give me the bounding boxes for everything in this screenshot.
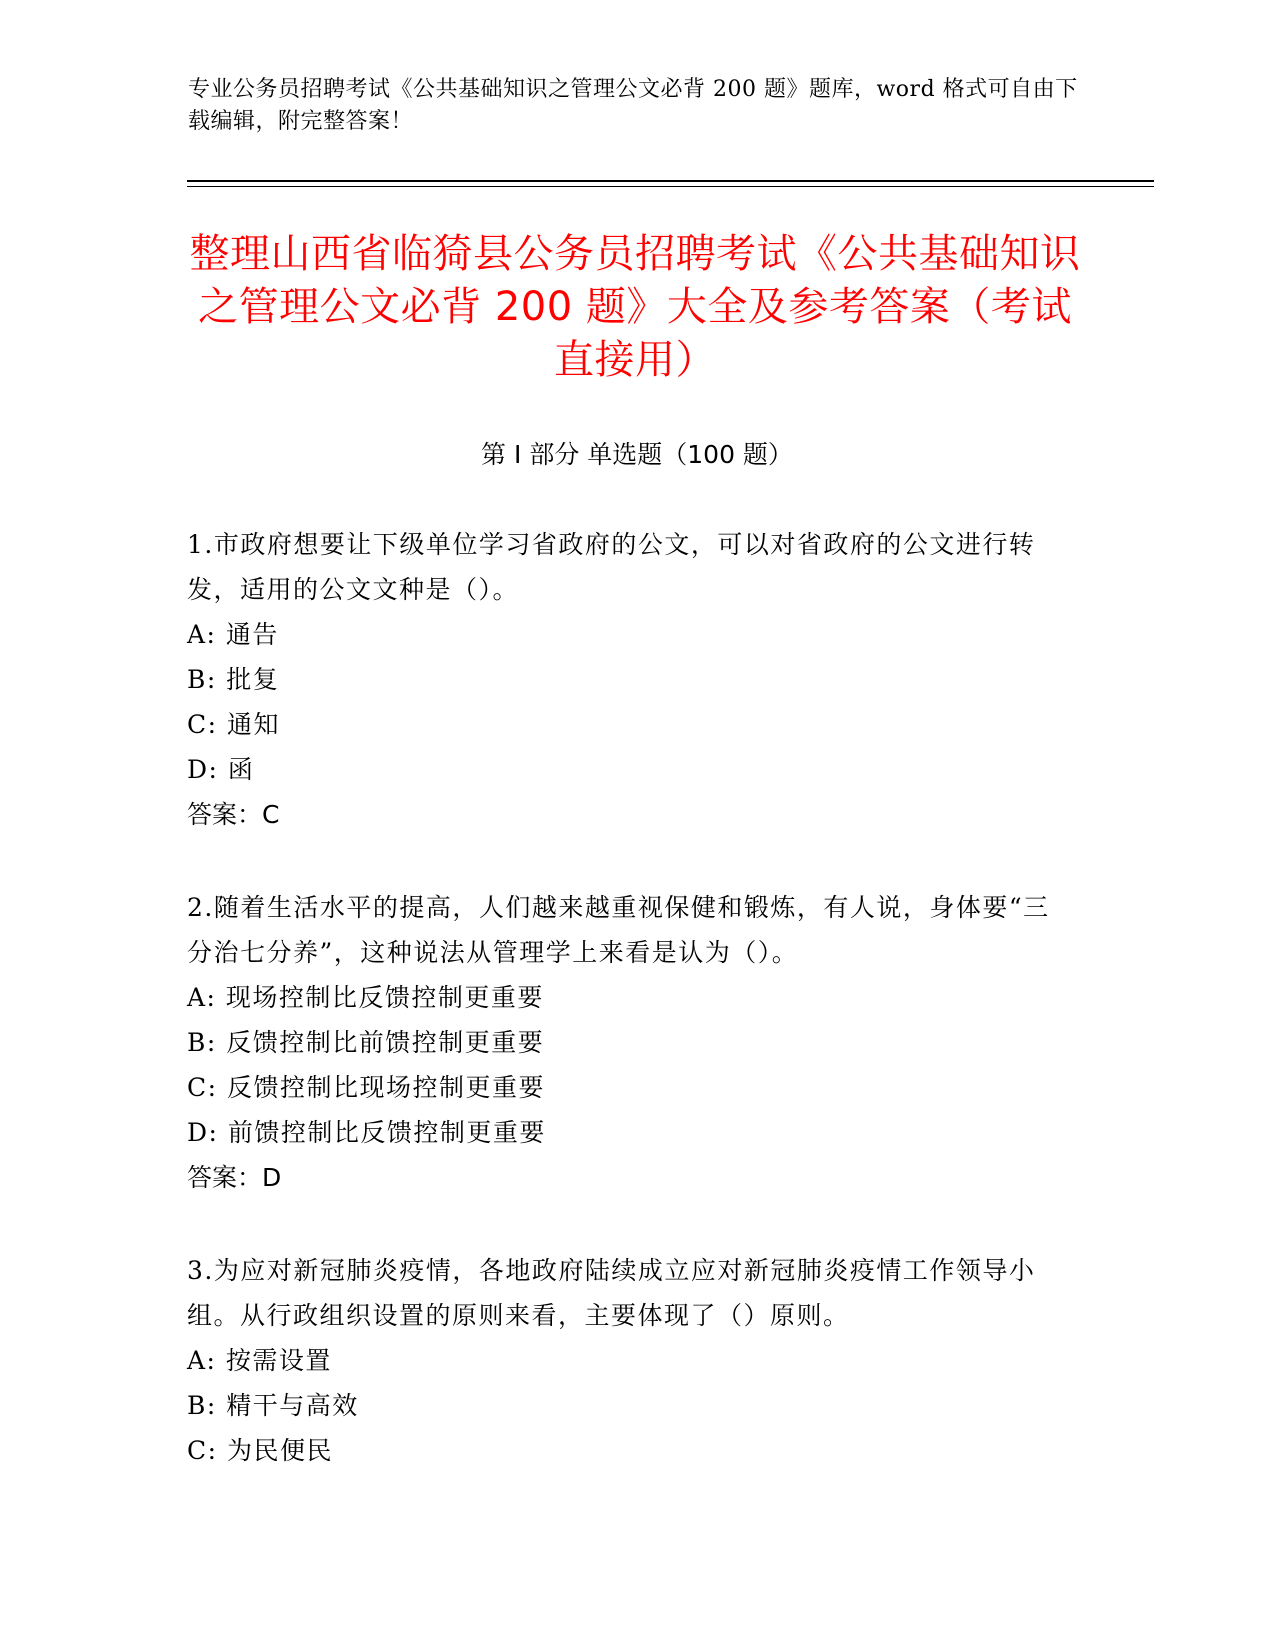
document-title: 整理山西省临猗县公务员招聘考试《公共基础知识之管理公文必背 200 题》大全及参考答案（考试直接用） [189, 231, 1081, 383]
question-list [187, 522, 1067, 1521]
option-a: A: 按需设置 [187, 1346, 332, 1375]
option-b: B: 批复 [187, 665, 280, 694]
option-c: C: 通知 [187, 710, 280, 739]
option-d: D: 前馈控制比反馈控制更重要 [187, 1118, 546, 1147]
option-c: C: 为民便民 [187, 1436, 333, 1465]
header-note: 专业公务员招聘考试《公共基础知识之管理公文必背 200 题》题库，word 格式可自由下载编辑，附完整答案！ [188, 77, 1078, 134]
option-b: B: 精干与高效 [187, 1391, 359, 1420]
option-a: A: 现场控制比反馈控制更重要 [187, 983, 544, 1012]
option-a: A: 通告 [187, 620, 279, 649]
option-c: C: 反馈控制比现场控制更重要 [187, 1073, 545, 1102]
header-divider-thick [187, 180, 1154, 182]
section-title: 第 I 部分 单选题（100 题） [481, 440, 793, 469]
answer: 答案：D [187, 1163, 282, 1192]
option-b: B: 反馈控制比前馈控制更重要 [187, 1028, 545, 1057]
question-2 [187, 885, 1067, 1200]
question-stem: 2.随着生活水平的提高，人们越来越重视保健和锻炼，有人说，身体要“三分治七分养”，这种说法从管理学上来看是认为（）。 [187, 893, 1050, 967]
option-d: D: 函 [187, 755, 255, 784]
question-1 [187, 522, 1067, 837]
question-stem: 3.为应对新冠肺炎疫情，各地政府陆续成立应对新冠肺炎疫情工作领导小组。从行政组织设置的原则来看，主要体现了（）原则。 [187, 1256, 1036, 1330]
header-divider-thin [187, 186, 1154, 187]
question-stem: 1.市政府想要让下级单位学习省政府的公文，可以对省政府的公文进行转发，适用的公文文种是（）。 [187, 530, 1036, 604]
question-3 [187, 1248, 1067, 1473]
answer: 答案：C [187, 800, 280, 829]
